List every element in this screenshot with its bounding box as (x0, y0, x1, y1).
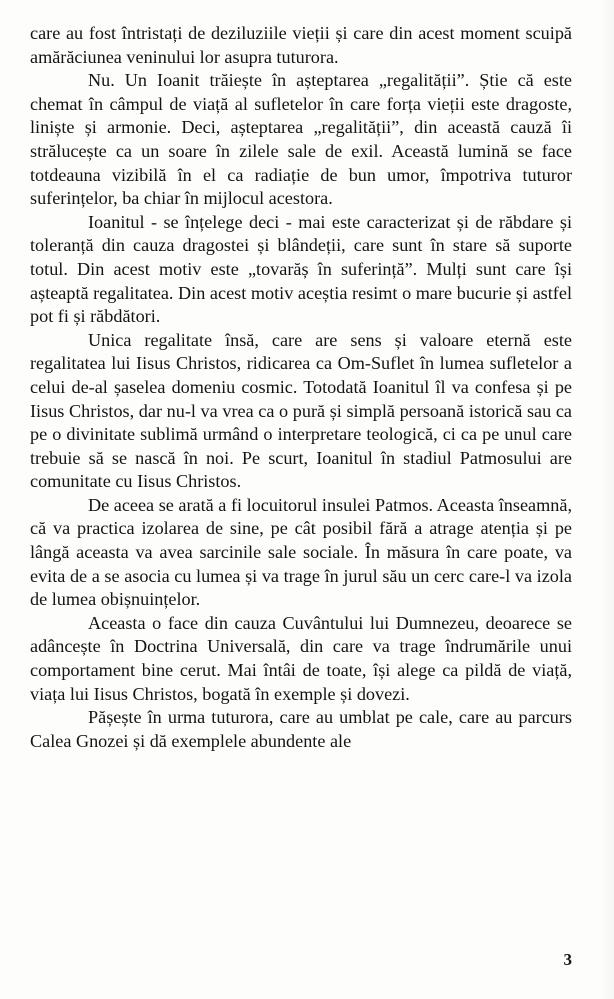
page-edge-shadow (600, 0, 614, 999)
page-number: 3 (563, 950, 572, 969)
paragraph: Ioanitul - se înțelege deci - mai este caracterizat și de răbdare și toleranță din cauza dragostei și blândeții, care sunt în stare să suporte totul. Din acest motiv este „tovarăș în suferință”. Mulți sunt care își așteaptă regalitatea. Din acest motiv aceștia resimt o mare bucurie și astfel pot fi și răbdători. (30, 211, 572, 327)
body-text (30, 22, 572, 753)
paragraph: Unica regalitate însă, care are sens și valoare eternă este regalitatea lui Iisus Christos, ridicarea ca Om-Suflet în lumea sufletelor a celui de-al șaselea domeniu cosmic. Totodată Ioanitul îl va confesa și pe Iisus Christos, dar nu-l va vrea ca o pură și simplă persoană istorică sau ca pe o divinitate sublimă urmând o interpretare teologică, ci ca pe unul care trebuie să se nască în noi. Pe scurt, Ioanitul în stadiul Patmosului are comunitate cu Iisus Christos. (30, 329, 572, 492)
paragraph: Aceasta o face din cauza Cuvântului lui Dumnezeu, deoarece se adâncește în Doctrina Universală, din care va trage îndrumările unui comportament bine cerut. Mai întâi de toate, își alege ca pildă de viață, viața lui Iisus Christos, bogată în exemple și dovezi. (30, 612, 572, 704)
paragraph: Nu. Un Ioanit trăiește în așteptarea „regalității”. Știe că este chemat în câmpul de viață al sufletelor în care forța vieții este dragoste, liniște și armonie. Deci, așteptarea „regalității”, din această cauză îi strălucește ca un soare în zilele sale de exil. Această lumină se face totdeauna vizibilă în el ca radiație de bun umor, împotriva tuturor suferințelor, ba chiar în mijlocul acestora. (30, 70, 572, 209)
paragraph: De aceea se arată a fi locuitorul insulei Patmos. Aceasta înseamnă, că va practica izolarea de sine, pe cât posibil fără a atrage atenția și pe lângă aceasta va avea sarcinile sale sociale. În măsura în care poate, va evita de a se asocia cu lumea și va trage în jurul său un cerc care-l va izola de lumea obișnuințelor. (30, 494, 572, 610)
paragraph: Pășește în urma tuturora, care au umblat pe cale, care au parcurs Calea Gnozei și dă exemplele abundente ale (30, 707, 572, 751)
paragraph-continuation: care au fost întristați de deziluziile vieții și care din acest moment scuipă amărăciunea veninului lor asupra tuturora. (30, 23, 572, 67)
